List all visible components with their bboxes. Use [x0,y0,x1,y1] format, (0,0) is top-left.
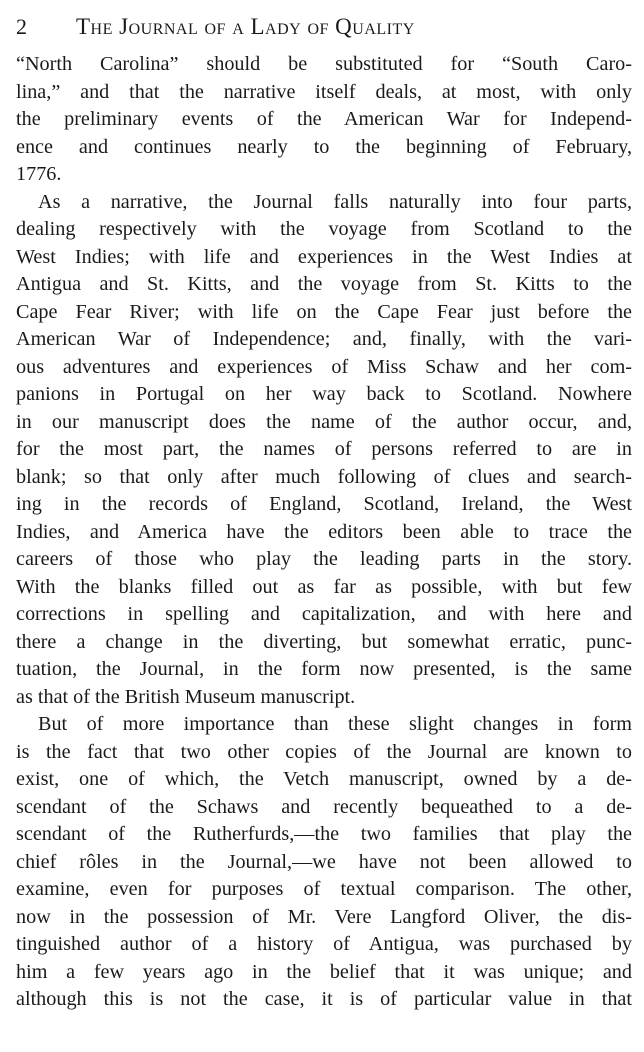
text-line: West Indies; with life and experiences in the West Indies at [16,245,632,268]
running-head-title: The Journal of a Lady of Quality [76,14,415,39]
body-text [16,51,632,1014]
text-line: scendant of the Rutherfurds,—the two families that play the [16,823,632,845]
text-line: lina,” and that the narrative itself deals, at most, with only [16,80,632,103]
book-page [16,10,632,1046]
text-line: ous adventures and experiences of Miss Schaw and her com- [16,355,632,378]
text-line: Cape Fear River; with life on the Cape Fear just before the [16,300,632,323]
text-line: there a change in the diverting, but somewhat erratic, punc- [16,630,632,653]
text-line: Indies, and America have the editors been able to trace the [16,520,632,543]
text-line: careers of those who play the leading parts in the story. [16,548,632,570]
text-line: corrections in spelling and capitalization, and with here and [16,603,632,625]
text-line: 1776. [16,163,62,185]
text-line: as that of the British Museum manuscript. [16,685,356,708]
text-line: ing in the records of England, Scotland, Ireland, the West [16,493,632,515]
text-line: although this is not the case, it is of particular value in that [16,988,632,1010]
paragraph [16,189,632,712]
page-number: 2 [16,14,28,39]
paragraph [16,51,632,189]
text-line: for the most part, the names of persons referred to are in [16,438,632,460]
text-line: As a narrative, the Journal falls naturally into four parts, [38,190,632,213]
text-line: “North Carolina” should be substituted for “South Caro- [16,53,632,75]
text-line: panions in Portugal on her way back to Scotland. Nowhere [16,383,632,405]
paragraph [16,711,632,1014]
running-head [16,10,632,44]
text-line: Antigua and St. Kitts, and the voyage from St. Kitts to the [16,273,632,295]
text-line: the preliminary events of the American War for Independ- [16,108,632,130]
text-line: him a few years ago in the belief that it was unique; and [16,960,632,983]
text-line: American War of Independence; and, finally, with the vari- [16,328,632,350]
text-line: in our manuscript does the name of the author occur, and, [16,410,632,433]
text-line: blank; so that only after much following of clues and search- [16,465,632,488]
text-line: tinguished author of a history of Antigua, was purchased by [16,933,632,955]
text-line: ence and continues nearly to the beginning of February, [16,135,632,158]
text-line: examine, even for purposes of textual comparison. The other, [16,878,632,900]
text-line: now in the possession of Mr. Vere Langford Oliver, the dis- [16,905,632,928]
text-line: scendant of the Schaws and recently bequeathed to a de- [16,795,632,818]
text-line: With the blanks filled out as far as possible, with but few [16,575,632,598]
text-line: exist, one of which, the Vetch manuscript, owned by a de- [16,768,632,790]
text-line: dealing respectively with the voyage from Scotland to the [16,218,632,240]
text-line: is the fact that two other copies of the Journal are known to [16,740,632,763]
text-line: chief rôles in the Journal,—we have not been allowed to [16,850,632,873]
text-line: But of more importance than these slight changes in form [38,713,632,735]
text-line: tuation, the Journal, in the form now presented, is the same [16,658,632,680]
